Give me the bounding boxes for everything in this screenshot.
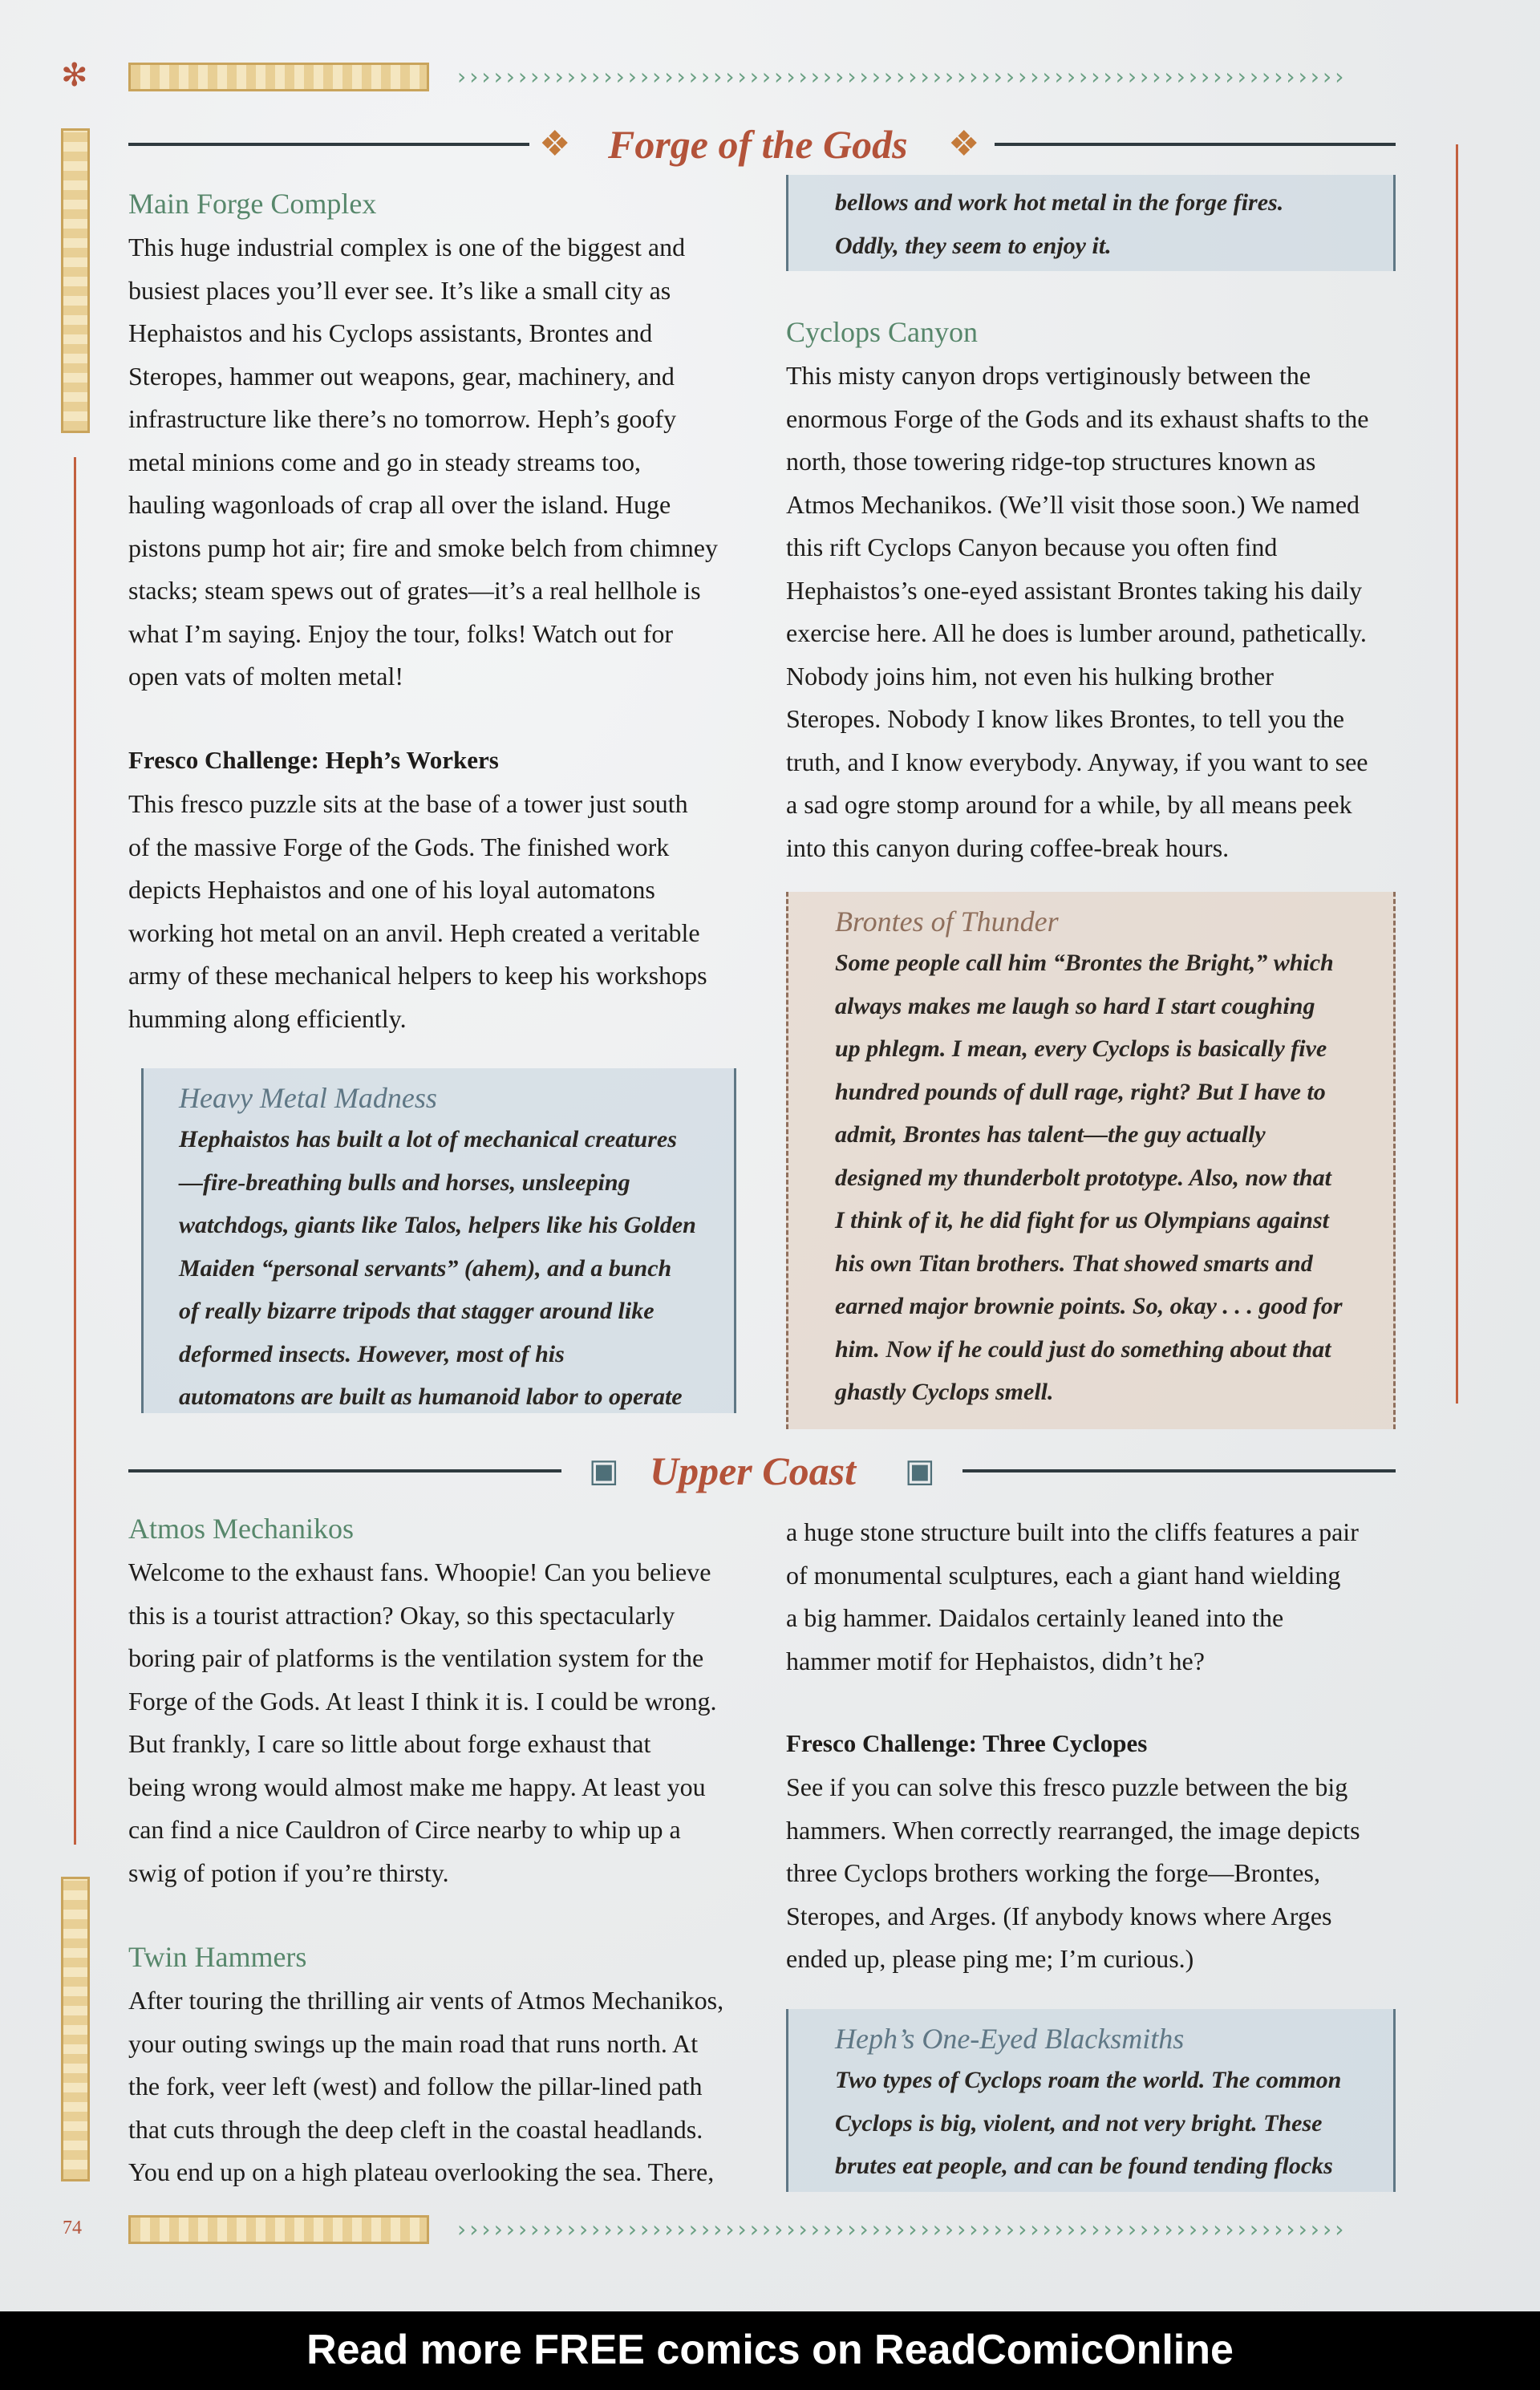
text-line: up phlegm. I mean, every Cyclops is basically five xyxy=(835,1035,1327,1062)
top-meander-border xyxy=(128,63,429,91)
text-line: hammers. When correctly rearranged, the image depicts xyxy=(786,1815,1360,1845)
text-line: After touring the thrilling air vents of Atmos Mechanikos, xyxy=(128,1986,724,2015)
text-line: Hephaistos and his Cyclops assistants, Brontes and xyxy=(128,318,653,347)
text-line: Atmos Mechanikos. (We’ll visit those soon.) We named xyxy=(786,489,1360,519)
text-line: Nobody joins him, not even his hulking brother xyxy=(786,661,1274,691)
text-line: exercise here. All he does is lumber around, pathetically. xyxy=(786,618,1367,647)
text-line: earned major brownie points. So, okay . . . good for xyxy=(835,1293,1343,1319)
text-line: deformed insects. However, most of his xyxy=(179,1340,565,1367)
paragraph-fresco-cyclopes xyxy=(786,1766,1396,1981)
sidebar-heavy-metal xyxy=(141,1068,736,1413)
paragraph-cyclops-canyon xyxy=(786,354,1396,869)
text-line: ghastly Cyclops smell. xyxy=(835,1379,1054,1405)
heading-cyclops-canyon: Cyclops Canyon xyxy=(786,316,978,348)
text-line: metal minions come and go in steady streams too, xyxy=(128,447,641,476)
text-line: a huge stone structure built into the cliffs features a pair xyxy=(786,1517,1359,1546)
text-line: three Cyclops brothers working the forge—Brontes, xyxy=(786,1858,1320,1887)
text-line: This fresco puzzle sits at the base of a tower just south xyxy=(128,789,688,818)
text-line: bellows and work hot metal in the forge fires. xyxy=(835,189,1284,216)
text-line: a sad ogre stomp around for a while, by all means peek xyxy=(786,790,1352,819)
text-line: Oddly, they seem to enjoy it. xyxy=(835,232,1112,259)
text-line: the fork, veer left (west) and follow the pillar-lined path xyxy=(128,2072,703,2100)
text-line: Two types of Cyclops roam the world. The common xyxy=(835,2067,1342,2093)
text-line: I think of it, he did fight for us Olympians against xyxy=(835,1207,1329,1233)
text-line: Steropes, and Arges. (If anybody knows where Arges xyxy=(786,1901,1332,1930)
text-line: This misty canyon drops vertiginously between the xyxy=(786,361,1311,390)
sidebar-title: Heph’s One-Eyed Blacksmiths xyxy=(835,2023,1185,2055)
sidebar-title: Heavy Metal Madness xyxy=(179,1082,437,1114)
section-title-rule-left xyxy=(128,143,529,146)
section-title-upper-coast: Upper Coast xyxy=(650,1448,856,1493)
text-line: hauling wagonloads of crap all over the island. Huge xyxy=(128,490,671,519)
spiral-ornament-icon: ▣ xyxy=(589,1452,619,1489)
text-line: of really bizarre tripods that stagger around like xyxy=(179,1298,654,1324)
text-line: admit, Brontes has talent—the guy actually xyxy=(835,1121,1266,1148)
text-line: enormous Forge of the Gods and its exhaust shafts to the xyxy=(786,403,1369,433)
page-number: 74 xyxy=(63,2218,82,2238)
sidebar-text xyxy=(835,181,1356,267)
heading-atmos: Atmos Mechanikos xyxy=(128,1513,354,1545)
text-line: watchdogs, giants like Talos, helpers like his Golden xyxy=(179,1212,696,1238)
paragraph-fresco-workers xyxy=(128,783,740,1040)
sidebar-brontes xyxy=(786,892,1396,1429)
text-line: being wrong would almost make me happy. At least you xyxy=(128,1772,706,1801)
heading-fresco-cyclopes: Fresco Challenge: Three Cyclopes xyxy=(786,1729,1148,1757)
diamond-ornament-icon: ❖ xyxy=(539,124,571,164)
text-line: designed my thunderbolt prototype. Also, now that xyxy=(835,1164,1331,1191)
text-line: his own Titan brothers. That showed smarts and xyxy=(835,1250,1313,1277)
text-line: swig of potion if you’re thirsty. xyxy=(128,1857,449,1887)
text-line: into this canyon during coffee-break hours. xyxy=(786,832,1230,862)
text-line: Steropes. Nobody I know likes Brontes, to tell you the xyxy=(786,704,1344,733)
text-line: this rift Cyclops Canyon because you often find xyxy=(786,533,1278,561)
text-line: open vats of molten metal! xyxy=(128,662,404,691)
paragraph-main-forge xyxy=(128,226,740,699)
text-line: hundred pounds of dull rage, right? But I have to xyxy=(835,1078,1326,1105)
heading-main-forge: Main Forge Complex xyxy=(128,188,377,220)
text-line: Forge of the Gods. At least I think it is. I could be wrong. xyxy=(128,1686,717,1716)
text-line: truth, and I know everybody. Anyway, if you want to see xyxy=(786,747,1368,776)
text-line: of the massive Forge of the Gods. The finished work xyxy=(128,832,670,861)
text-line: Hephaistos has built a lot of mechanical creatures xyxy=(179,1126,677,1152)
text-line: hammer motif for Hephaistos, didn’t he? xyxy=(786,1646,1205,1675)
text-line: always makes me laugh so hard I start coughing xyxy=(835,992,1315,1019)
left-rule-line xyxy=(74,457,76,1845)
bottom-meander-border xyxy=(128,2215,429,2244)
text-line: what I’m saying. Enjoy the tour, folks! Watch out for xyxy=(128,618,673,648)
paragraph-twin-hammers xyxy=(128,1979,740,2194)
text-line: depicts Hephaistos and one of his loyal automatons xyxy=(128,875,655,904)
section-title-rule-right xyxy=(995,143,1396,146)
text-line: But frankly, I care so little about forge exhaust that xyxy=(128,1729,651,1758)
text-line: Welcome to the exhaust fans. Whoopie! Can you believe xyxy=(128,1558,711,1586)
paragraph-twin-hammers-continued xyxy=(786,1511,1396,1683)
text-line: that cuts through the deep cleft in the coastal headlands. xyxy=(128,2114,703,2144)
footer-banner-text[interactable]: Read more FREE comics on ReadComicOnline xyxy=(306,2327,1234,2373)
text-line: him. Now if he could just do something about that xyxy=(835,1335,1331,1363)
bottom-arrow-border: ››››››››››››››››››››››››››››››››››››››››››››››››››››››››››››››››››››››››› xyxy=(457,2216,1348,2242)
text-line: can find a nice Cauldron of Circe nearby to whip up a xyxy=(128,1815,681,1844)
text-line: army of these mechanical helpers to keep his workshops xyxy=(128,961,707,990)
sidebar-text xyxy=(179,1118,700,1419)
left-meander-top xyxy=(61,128,90,433)
text-line: a big hammer. Daidalos certainly leaned into the xyxy=(786,1603,1284,1632)
text-line: Cyclops is big, violent, and not very bright. These xyxy=(835,2109,1323,2137)
top-arrow-border: ››››››››››››››››››››››››››››››››››››››››››››››››››››››››››››››››››››››››› xyxy=(457,63,1348,90)
text-line: boring pair of platforms is the ventilation system for the xyxy=(128,1643,704,1672)
text-line: infrastructure like there’s no tomorrow. Heph’s goofy xyxy=(128,404,677,433)
text-line: Hephaistos’s one-eyed assistant Brontes taking his daily xyxy=(786,575,1363,605)
floral-ornament-icon: ✻ xyxy=(61,57,88,94)
heading-fresco-workers: Fresco Challenge: Heph’s Workers xyxy=(128,746,499,774)
text-line: brutes eat people, and can be found tending flocks xyxy=(835,2153,1333,2179)
text-line: working hot metal on an anvil. Heph created a veritable xyxy=(128,918,700,947)
text-line: This huge industrial complex is one of the biggest and xyxy=(128,233,686,261)
footer-banner xyxy=(0,2311,1540,2390)
sidebar-text xyxy=(835,2059,1356,2188)
heading-twin-hammers: Twin Hammers xyxy=(128,1941,307,1973)
text-line: busiest places you’ll ever see. It’s like a small city as xyxy=(128,275,671,305)
sidebar-blacksmiths xyxy=(786,2009,1396,2192)
text-line: automatons are built as humanoid labor to operate xyxy=(179,1383,683,1410)
text-line: this is a tourist attraction? Okay, so this spectacularly xyxy=(128,1600,675,1630)
text-line: —fire-breathing bulls and horses, unsleeping xyxy=(179,1169,630,1196)
text-line: north, those towering ridge-top structures known as xyxy=(786,447,1316,476)
section-title-rule-left xyxy=(128,1469,561,1472)
paragraph-atmos xyxy=(128,1551,740,1894)
sidebar-title: Brontes of Thunder xyxy=(835,905,1059,938)
spiral-ornament-icon: ▣ xyxy=(905,1452,935,1489)
text-line: pistons pump hot air; fire and smoke belch from chimney xyxy=(128,533,718,562)
text-line: stacks; steam spews out of grates—it’s a real hellhole is xyxy=(128,576,701,605)
section-title-rule-right xyxy=(962,1469,1396,1472)
text-line: humming along efficiently. xyxy=(128,1003,407,1033)
text-line: Some people call him “Brontes the Bright,” which xyxy=(835,950,1334,976)
text-line: of monumental sculptures, each a giant hand wielding xyxy=(786,1560,1341,1590)
text-line: your outing swings up the main road that runs north. At xyxy=(128,2028,699,2058)
text-line: Steropes, hammer out weapons, gear, machinery, and xyxy=(128,361,675,391)
text-line: See if you can solve this fresco puzzle between the big xyxy=(786,1772,1348,1801)
text-line: You end up on a high plateau overlooking the sea. There, xyxy=(128,2157,715,2186)
text-line: ended up, please ping me; I’m curious.) xyxy=(786,1944,1194,1973)
right-rule-line xyxy=(1456,144,1458,1404)
sidebar-text xyxy=(835,942,1356,1414)
diamond-ornament-icon: ❖ xyxy=(948,124,980,164)
text-line: Maiden “personal servants” (ahem), and a bunch xyxy=(179,1254,672,1282)
sidebar-heavy-metal-continued xyxy=(786,175,1396,271)
section-title-forge: Forge of the Gods xyxy=(608,122,908,167)
left-meander-bottom xyxy=(61,1877,90,2181)
